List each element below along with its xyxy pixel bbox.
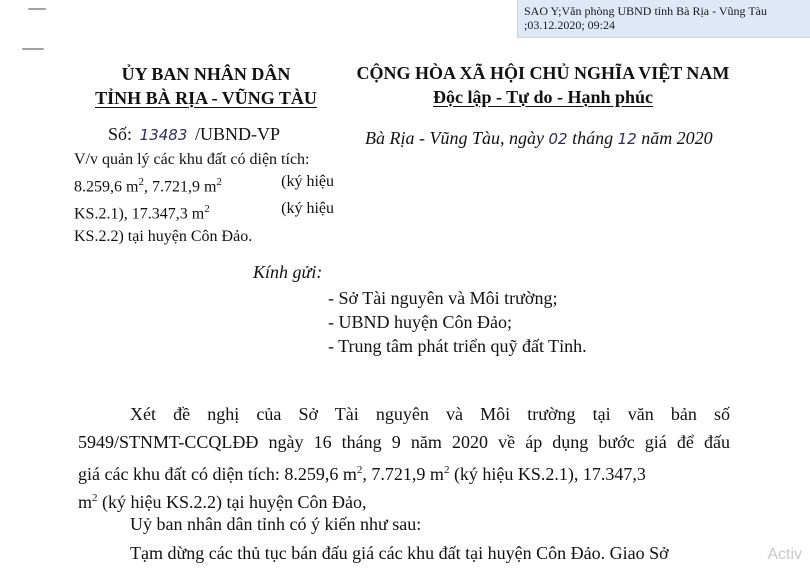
sup: 2 [92, 492, 98, 504]
org-name-line-2 [70, 88, 342, 109]
body-area-1: giá các khu đất có diện tích: 8.259,6 m [78, 464, 357, 484]
handwritten-number: 13483 [139, 126, 188, 144]
subject-line-2 [74, 171, 334, 198]
subject-area-2: , 7.721,9 m [143, 178, 217, 196]
copy-stamp [517, 0, 810, 38]
body-paragraph-3: Tạm dừng các thủ tục bán đấu giá các khu đất tại huyện Côn Đảo. Giao Sở [130, 543, 669, 563]
date-month-label: tháng [572, 128, 614, 148]
sup: 2 [216, 176, 222, 188]
subject-line-3 [74, 198, 334, 225]
recipient-item: - UBND huyện Côn Đảo; [328, 312, 512, 332]
activation-watermark: Activ [767, 546, 802, 563]
subject-code-label: (ký hiệu [281, 173, 334, 190]
margin-mark [28, 8, 46, 10]
subject-line-1: V/v quản lý các khu đất có diện tích: [74, 151, 310, 168]
body-tail: (ký hiệu KS.2.2) tại huyện Côn Đảo, [97, 492, 367, 512]
sup: 2 [356, 464, 363, 476]
subject-line-4: KS.2.2) tại huyện Côn Đảo. [74, 227, 253, 245]
body-area-2: , 7.721,9 m [362, 464, 444, 484]
recipients-list [328, 286, 587, 358]
motto-text: Độc lập - Tự do - Hạnh phúc [432, 87, 654, 107]
body-paragraph-1-line-4 [78, 484, 730, 516]
body-paragraph-1-line-2: 5949/STNMT-CCQLĐĐ ngày 16 tháng 9 năm 2020 về áp dụng bước giá để đấu [78, 432, 730, 452]
recipient-item: - Trung tâm phát triển quỹ đất Tỉnh. [328, 336, 587, 356]
subject-code-label-2: (ký hiệu [281, 200, 334, 218]
subject-area-3: KS.2.1), 17.347,3 m [74, 205, 205, 223]
recipient-item: - Sở Tài nguyên và Môi trường; [328, 288, 558, 308]
date-prefix: Bà Rịa - Vũng Tàu, ngày [365, 128, 544, 148]
stamp-line-1: SAO Y;Văn phòng UBND tỉnh Bà Rịa - Vũng Tàu [524, 4, 767, 18]
recipients-label: Kính gửi: [253, 262, 323, 282]
date-line [365, 128, 713, 149]
handwritten-day: 02 [548, 130, 568, 148]
motto [338, 87, 748, 108]
date-year: năm 2020 [641, 128, 713, 148]
country-name: CỘNG HÒA XÃ HỘI CHỦ NGHĨA VIỆT NAM [356, 63, 730, 83]
sup: 2 [138, 176, 144, 188]
body-paragraph-2: Uỷ ban nhân dân tỉnh có ý kiến như sau: [130, 514, 422, 534]
subject-area-1: 8.259,6 m [74, 178, 139, 196]
org-name-line-1: ỦY BAN NHÂN DÂN [121, 64, 291, 84]
handwritten-month: 12 [617, 130, 637, 148]
body-area-3: (ký hiệu KS.2.1), 17.347,3 [449, 464, 646, 484]
so-prefix: Số: [108, 124, 133, 144]
so-suffix: /UBND-VP [195, 124, 281, 144]
stamp-line-2: ;03.12.2020; 09:24 [524, 18, 616, 32]
sup: 2 [204, 203, 210, 216]
document-number [108, 124, 280, 145]
sup: 2 [443, 464, 450, 476]
subject-block [74, 149, 334, 248]
body-unit: m [78, 492, 93, 512]
margin-mark [22, 48, 44, 50]
org-name-line-2-text: TỈNH BÀ RỊA - VŨNG TÀU [95, 88, 317, 108]
body-paragraph-1-line-1: Xét đề nghị của Sở Tài nguyên và Môi trường tại văn bản số [130, 404, 730, 424]
